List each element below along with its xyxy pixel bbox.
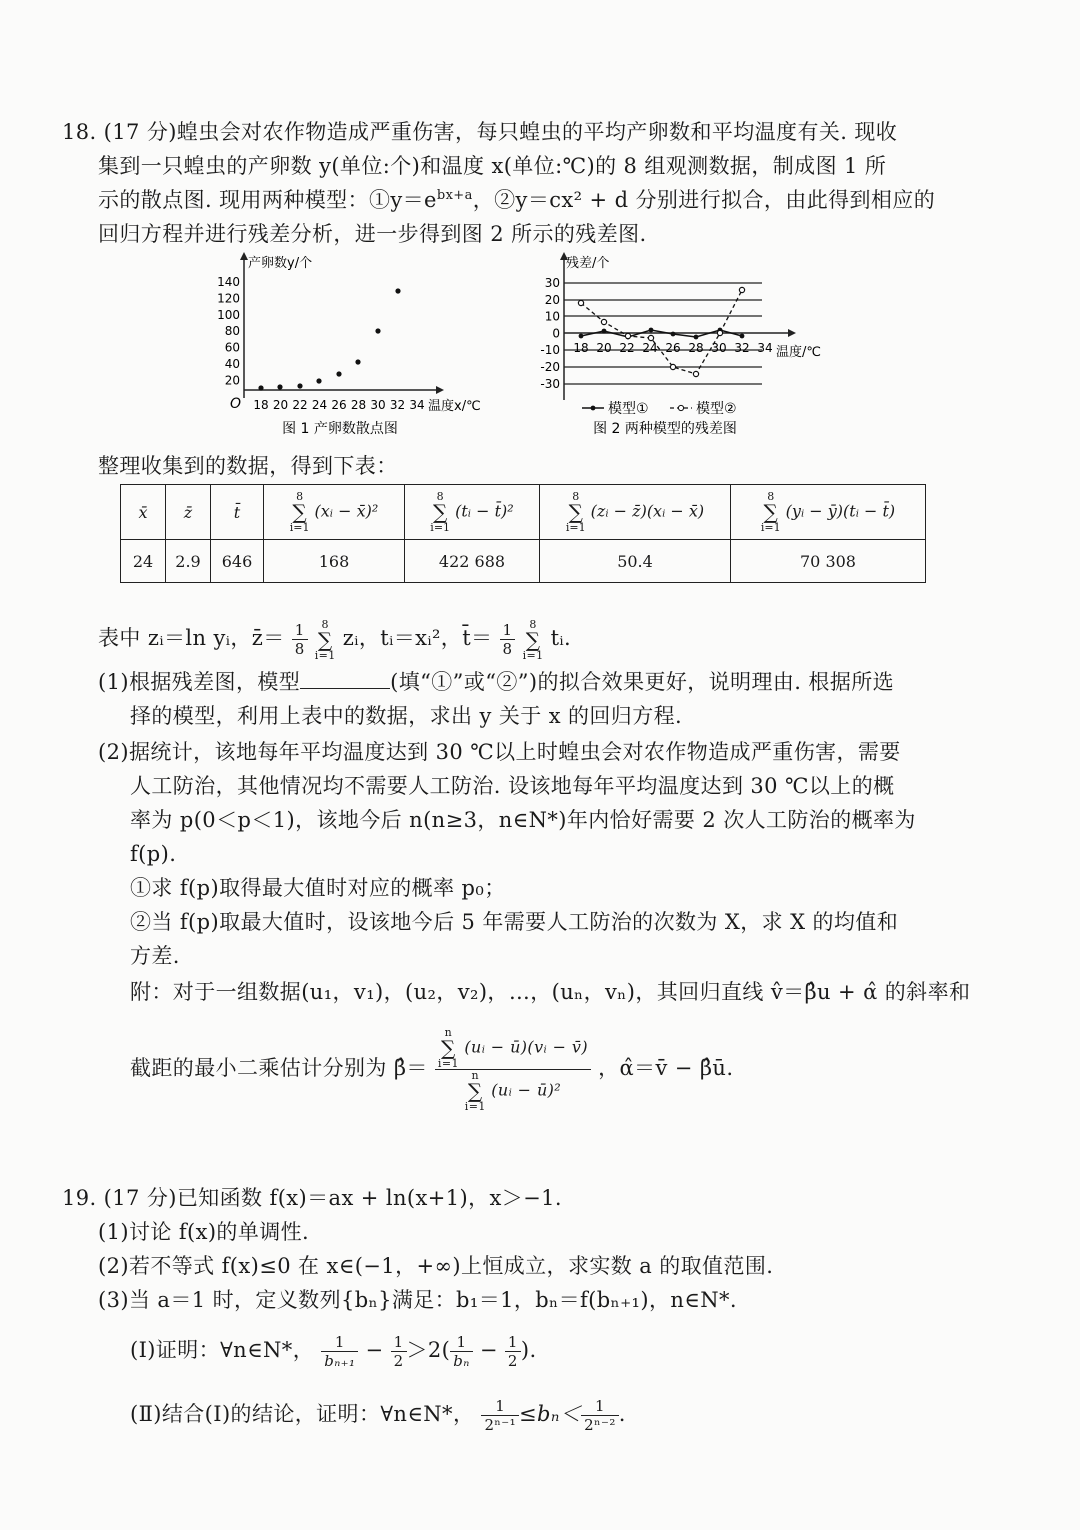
q18-line-2: 集到一只蝗虫的产卵数 y(单位:个)和温度 x(单位:℃)的 8 组观测数据，制成图 1 所 xyxy=(98,154,887,178)
fig2-x-tick: 24 xyxy=(642,341,658,355)
q18-part2-sub1: ①求 f(p)取得最大值时对应的概率 p₀； xyxy=(130,876,506,900)
fig2-x-tick: 26 xyxy=(665,341,681,355)
table-cell: 646 xyxy=(211,540,264,583)
q19-part3: (3)当 a＝1 时，定义数列{bₙ}满足：b₁＝1，bₙ＝f(bₙ₊₁)，n∈N*. xyxy=(98,1288,737,1312)
fig2-x-tick: 32 xyxy=(734,341,750,355)
table-cell: 2.9 xyxy=(166,540,211,583)
table-value-row xyxy=(121,540,926,583)
fig2-x-tick: 22 xyxy=(619,341,635,355)
q19-line-1: 19. (17 分)已知函数 f(x)＝ax + ln(x+1)，x＞−1. xyxy=(62,1186,562,1210)
table-intro: 整理收集到的数据，得到下表： xyxy=(98,454,398,478)
fig2-residual-plot xyxy=(520,250,850,445)
fig1-x-tick: 32 xyxy=(389,398,406,412)
q18-part2-line1: (2)据统计，该地每年平均温度达到 30 ℃以上时蝗虫会对农作物造成严重伤害，需要 xyxy=(98,740,901,764)
fig1-xlabel: 温度x/℃ xyxy=(428,399,481,414)
q18-part2-line2: 人工防治，其他情况均不需要人工防治. 设该地每年平均温度达到 30 ℃以上的概 xyxy=(130,774,895,798)
fig2-x-tick: 34 xyxy=(757,341,773,355)
fig1-y-tick: 80 xyxy=(224,324,240,339)
fig2-y-tick: 20 xyxy=(544,292,560,307)
fig1-x-arrow xyxy=(436,386,444,394)
fig2-x-arrow xyxy=(788,329,796,337)
th-sxx: 8 ∑ i=1 (xᵢ − x̄)² xyxy=(264,485,405,540)
q18-part2-sub2-cont: 方差. xyxy=(130,944,180,968)
q19-part3-ii: (Ⅱ)结合(Ⅰ)的结论，证明：∀n∈N*， $\frac{1}{\text{2ⁿ⁻¹}}$ ≤bₙ＜ $\frac{1}{\text{2ⁿ⁻²}}$ . xyxy=(130,1397,626,1434)
fig1-point xyxy=(277,384,282,389)
fig1-scatter-plot xyxy=(200,250,510,445)
fig2-y-tick: -10 xyxy=(540,343,560,358)
fig2-caption: 图 2 两种模型的残差图 xyxy=(593,421,737,437)
q19-part3-i: (Ⅰ)证明：∀n∈N*， $\frac{1}{\text{bₙ₊₁}}$ − $\frac{1}{2}$ ＞2( $\frac{1}{\text{bₙ}}$ − $\frac{1}{2}$ ). xyxy=(130,1333,537,1370)
fig1-point xyxy=(395,288,400,293)
fig1-y-tick: 20 xyxy=(224,373,240,388)
fig2-x-tick: 30 xyxy=(711,341,727,355)
fig1-x-tick: 24 xyxy=(311,398,328,412)
fig2-y-tick: 30 xyxy=(544,276,560,290)
th-tbar: t̄ xyxy=(211,485,264,540)
fig1-point xyxy=(316,378,321,383)
fig2-x-tick: 20 xyxy=(596,341,612,355)
answer-blank[interactable] xyxy=(300,668,390,689)
fig1-point xyxy=(336,371,341,376)
table-note: 表中 zᵢ＝ln yᵢ，z̄＝ $\frac{1}{8}$ 8 ∑ i=1 zᵢ，tᵢ＝xᵢ²，t̄＝ $\frac{1}{8}$ 8 ∑ i=1 tᵢ. xyxy=(98,617,572,662)
fig1-x-tick: 22 xyxy=(292,398,308,412)
q18-part1-line2: 择的模型，利用上表中的数据，求出 y 关于 x 的回归方程. xyxy=(130,704,683,728)
fig1-x-tick: 18 xyxy=(253,398,269,412)
fig1-origin: O xyxy=(230,396,242,412)
q19-part2: (2)若不等式 f(x)≤0 在 x∈(−1，+∞)上恒成立，求实数 a 的取值范围. xyxy=(98,1254,774,1278)
th-stt: 8 ∑ i=1 (tᵢ − t̄)² xyxy=(405,485,540,540)
fig2-y-tick: 0 xyxy=(552,326,560,341)
fig1-x-tick: 30 xyxy=(370,398,386,412)
q18-line-4: 回归方程并进行残差分析，进一步得到图 2 所示的残差图. xyxy=(98,222,647,246)
table-cell: 24 xyxy=(121,540,166,583)
q18-models-start: 示的散点图. 现用两种模型：①y＝e xyxy=(98,188,437,212)
th-szx: 8 ∑ i=1 (zᵢ − z̄)(xᵢ − x̄) xyxy=(540,485,731,540)
table-cell: 50.4 xyxy=(540,540,731,583)
fig1-caption: 图 1 产卵数散点图 xyxy=(282,421,398,437)
fig1-y-arrow xyxy=(240,252,248,260)
fig2-xlabel: 温度/℃ xyxy=(776,345,821,360)
th-xbar: x̄ xyxy=(121,485,166,540)
fig2-y-tick: -30 xyxy=(540,376,560,391)
table-cell: 70 308 xyxy=(731,540,926,583)
legend1-marker xyxy=(591,406,596,411)
q18-appendix-formula: 截距的最小二乘估计分别为 β̂＝ n ∑ i=1 (uᵢ − ū)(vᵢ − v̄) n ∑ i=1 (uᵢ − ū)² ，α̂＝v̄ − β̂ū. xyxy=(130,1026,734,1113)
fig1-y-tick: 60 xyxy=(224,340,240,355)
q18-part2-sub2: ②当 f(p)取最大值时，设该地今后 5 年需要人工防治的次数为 X，求 X 的均值和 xyxy=(130,910,899,934)
q18-line-1: 18. (17 分)蝗虫会对农作物造成严重伤害，每只蝗虫的平均产卵数和平均温度有关. 现收 xyxy=(62,120,898,144)
fig1-ylabel: 产卵数y/个 xyxy=(248,256,313,271)
fig1-point xyxy=(375,328,380,333)
fig1-y-tick: 100 xyxy=(217,307,240,322)
table-header-row xyxy=(121,485,926,540)
q18-line-3 xyxy=(98,186,935,214)
legend1-label: 模型① xyxy=(608,401,649,417)
fig2-ylabel: 残差/个 xyxy=(566,256,610,271)
q18-models-rest: ，②y＝cx² + d 分别进行拟合，由此得到相应的 xyxy=(472,188,936,212)
fig1-y-tick: 40 xyxy=(224,357,240,371)
q18-appendix-line1: 附：对于一组数据(u₁，v₁)，(u₂，v₂)，…，(uₙ，vₙ)，其回归直线 v̂＝β̂u + α̂ 的斜率和 xyxy=(130,980,971,1004)
fig1-point xyxy=(355,359,360,364)
fig1-point xyxy=(297,383,302,388)
fig1-x-tick: 28 xyxy=(350,398,367,412)
q18-part1-line1: (1)根据残差图，模型 (填“①”或“②”)的拟合效果更好，说明理由. 根据所选 xyxy=(98,670,895,694)
fig1-point xyxy=(258,385,263,390)
legend2-label: 模型② xyxy=(696,401,737,417)
fig2-y-tick: -20 xyxy=(540,360,560,374)
fig2-x-tick: 18 xyxy=(573,341,589,355)
fig1-y-tick: 120 xyxy=(217,291,240,306)
legend2-marker xyxy=(678,405,683,410)
fig1-x-tick: 34 xyxy=(409,398,425,412)
q18-part2-line3: 率为 p(0＜p＜1)，该地今后 n(n≥3，n∈N*)年内恰好需要 2 次人工防治的概率为 xyxy=(130,808,916,832)
fig2-y-tick: 10 xyxy=(544,309,560,324)
fig1-x-tick: 20 xyxy=(272,398,289,412)
q19-part1: (1)讨论 f(x)的单调性. xyxy=(98,1220,310,1244)
q18-part2-line4: f(p). xyxy=(130,842,177,866)
table-cell: 422 688 xyxy=(405,540,540,583)
data-table xyxy=(120,484,926,583)
th-zbar: z̄ xyxy=(166,485,211,540)
table-cell: 168 xyxy=(264,540,405,583)
fig1-y-tick: 140 xyxy=(217,275,240,289)
fig1-x-tick: 26 xyxy=(331,398,347,412)
th-syt: 8 ∑ i=1 (yᵢ − ȳ)(tᵢ − t̄) xyxy=(731,485,926,540)
fig2-x-tick: 28 xyxy=(688,341,704,355)
q18-model-exponent: bx+a xyxy=(436,188,473,203)
